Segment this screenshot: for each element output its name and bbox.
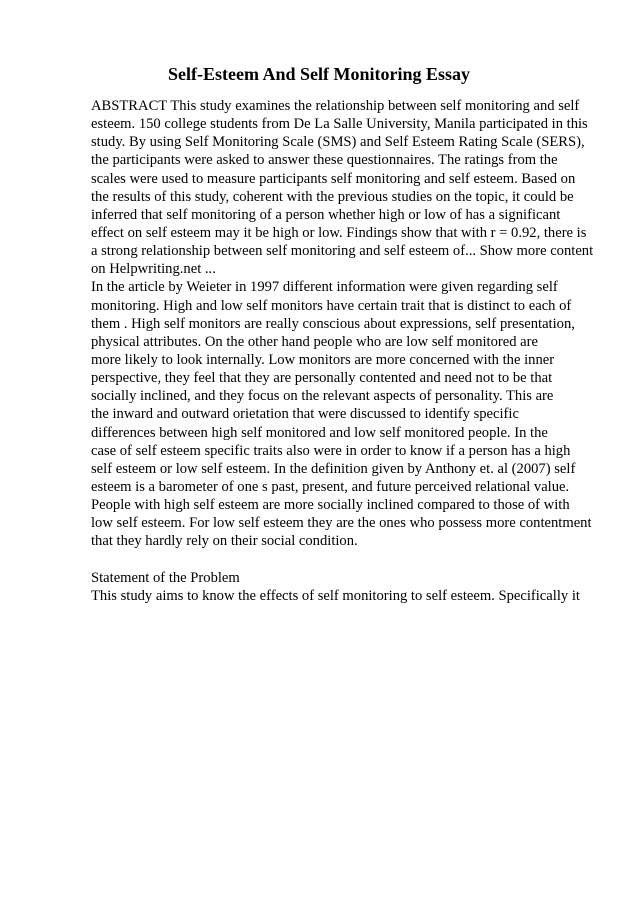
- body-text-line: This study aims to know the effects of self monitoring to self esteem. Specifically it: [91, 587, 580, 604]
- body-text-line: the inward and outward orietation that were discussed to identify specific: [91, 406, 519, 423]
- body-text-line: the participants were asked to answer these questionnaires. The ratings from the: [91, 152, 558, 169]
- body-text-line: effect on self esteem may it be high or low. Findings show that with r = 0.92, there is: [91, 224, 587, 241]
- body-text-line: esteem is a barometer of one s past, present, and future perceived relational value.: [91, 478, 570, 495]
- body-text-line: them . High self monitors are really conscious about expressions, self presentation,: [91, 315, 575, 332]
- body-text-line: Statement of the Problem: [91, 569, 240, 586]
- body-text-line: scales were used to measure participants self monitoring and self esteem. Based on: [91, 170, 576, 187]
- body-text-line: more likely to look internally. Low monitors are more concerned with the inner: [91, 351, 555, 368]
- body-text-line: physical attributes. On the other hand people who are low self monitored are: [91, 333, 538, 350]
- body-text-line: a strong relationship between self monitoring and self esteem of... Show more content: [91, 243, 594, 260]
- body-text-line: study. By using Self Monitoring Scale (SMS) and Self Esteem Rating Scale (SERS),: [91, 134, 585, 151]
- body-text-line: differences between high self monitored and low self monitored people. In the: [91, 424, 548, 441]
- paragraph-gap: [91, 551, 596, 569]
- body-text-line: monitoring. High and low self monitors have certain trait that is distinct to each of: [91, 297, 572, 314]
- body-text-line: perspective, they feel that they are personally contented and need not to be that: [91, 370, 553, 387]
- body-text-line: on Helpwriting.net ...: [91, 261, 216, 278]
- body-text-line: esteem. 150 college students from De La Salle University, Manila participated in this: [91, 116, 588, 133]
- body-text-line: low self esteem. For low self esteem they are the ones who possess more contentment: [91, 515, 592, 532]
- body-text-line: ABSTRACT This study examines the relationship between self monitoring and self: [91, 98, 580, 114]
- body-text-line: inferred that self monitoring of a person whether high or low of has a significant: [91, 206, 561, 223]
- body-text-line: that they hardly rely on their social condition.: [91, 533, 358, 550]
- document-title: Self-Esteem And Self Monitoring Essay: [167, 64, 470, 84]
- body-text-line: In the article by Weieter in 1997 different information were given regarding self: [91, 279, 558, 296]
- body-text-line: self esteem or low self esteem. In the definition given by Anthony et. al (2007) self: [91, 460, 576, 477]
- body-text-line: socially inclined, and they focus on the relevant aspects of personality. This are: [91, 388, 554, 405]
- body-text-line: the results of this study, coherent with the previous studies on the topic, it could be: [91, 188, 574, 205]
- document-body: [91, 97, 596, 605]
- body-text-line: People with high self esteem are more socially inclined compared to those of with: [91, 497, 570, 514]
- body-text-line: case of self esteem specific traits also were in order to know if a person has a high: [91, 442, 571, 459]
